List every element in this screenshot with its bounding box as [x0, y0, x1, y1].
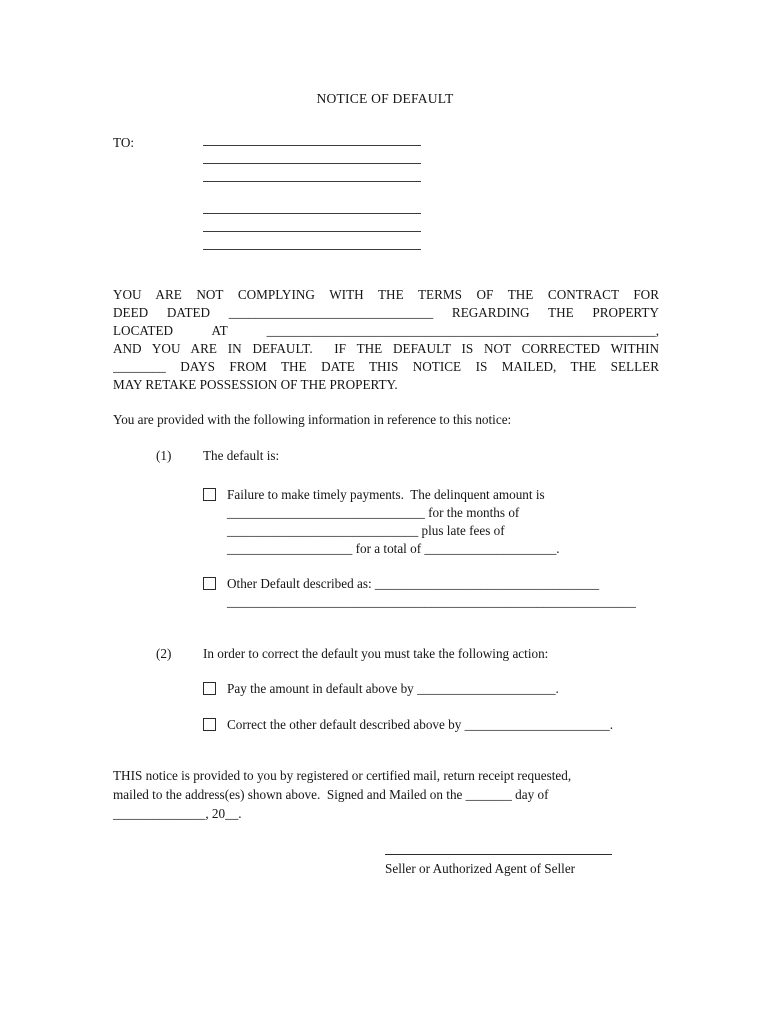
document-title: NOTICE OF DEFAULT	[316, 91, 454, 106]
contract-line: AND YOU ARE IN DEFAULT. IF THE DEFAULT IS NOT CORRECTED WITHIN	[113, 341, 659, 356]
failure-to-pay-option	[227, 486, 560, 558]
other-default-line: Other Default described as: __________________________________	[227, 576, 600, 591]
intro-text: You are provided with the following information in reference to this notice:	[113, 412, 512, 427]
failure-option-line: Failure to make timely payments. The delinquent amount is	[227, 487, 545, 502]
other-default-line: ______________________________________________________________	[227, 594, 636, 609]
to-address-line-1[interactable]	[203, 145, 421, 146]
contract-line: YOU ARE NOT COMPLYING WITH THE TERMS OF THE CONTRACT FOR	[113, 287, 659, 302]
other-default-checkbox[interactable]	[203, 577, 216, 590]
contract-line: ________ DAYS FROM THE DATE THIS NOTICE IS MAILED, THE SELLER	[113, 359, 659, 374]
signature-line[interactable]	[385, 854, 612, 855]
contract-line: DEED DATED _______________________________ REGARDING THE PROPERTY	[113, 305, 659, 320]
contract-line: MAY RETAKE POSSESSION OF THE PROPERTY.	[113, 377, 398, 392]
closing-line: mailed to the address(es) shown above. Signed and Mailed on the _______ day of	[113, 787, 549, 802]
contract-paragraph	[113, 286, 659, 394]
failure-to-pay-checkbox[interactable]	[203, 488, 216, 501]
to-label: TO:	[113, 135, 135, 150]
contract-line: LOCATED AT ___________________________________________________________,	[113, 323, 659, 338]
section1-number: (1)	[156, 448, 172, 463]
failure-option-line: _____________________________ plus late fees of	[227, 523, 505, 538]
pay-amount-checkbox[interactable]	[203, 682, 216, 695]
correct-default-checkbox[interactable]	[203, 718, 216, 731]
to-address-line-3[interactable]	[203, 181, 421, 182]
section2-heading: In order to correct the default you must take the following action:	[203, 646, 549, 661]
failure-option-line: ______________________________ for the months of	[227, 505, 520, 520]
other-default-option	[227, 575, 636, 611]
pay-amount-option: Pay the amount in default above by _____________________.	[227, 681, 559, 696]
closing-line: ______________, 20__.	[113, 806, 242, 821]
correct-default-option: Correct the other default described above by ______________________.	[227, 717, 614, 732]
closing-line: THIS notice is provided to you by registered or certified mail, return receipt requested,	[113, 768, 572, 783]
closing-paragraph	[113, 766, 659, 823]
to-address-line-6[interactable]	[203, 249, 421, 250]
section2-number: (2)	[156, 646, 172, 661]
to-address-line-5[interactable]	[203, 231, 421, 232]
signature-label: Seller or Authorized Agent of Seller	[385, 861, 576, 876]
to-address-line-2[interactable]	[203, 163, 421, 164]
section1-heading: The default is:	[203, 448, 280, 463]
failure-option-line: ___________________ for a total of ____________________.	[227, 541, 560, 556]
to-address-line-4[interactable]	[203, 213, 421, 214]
